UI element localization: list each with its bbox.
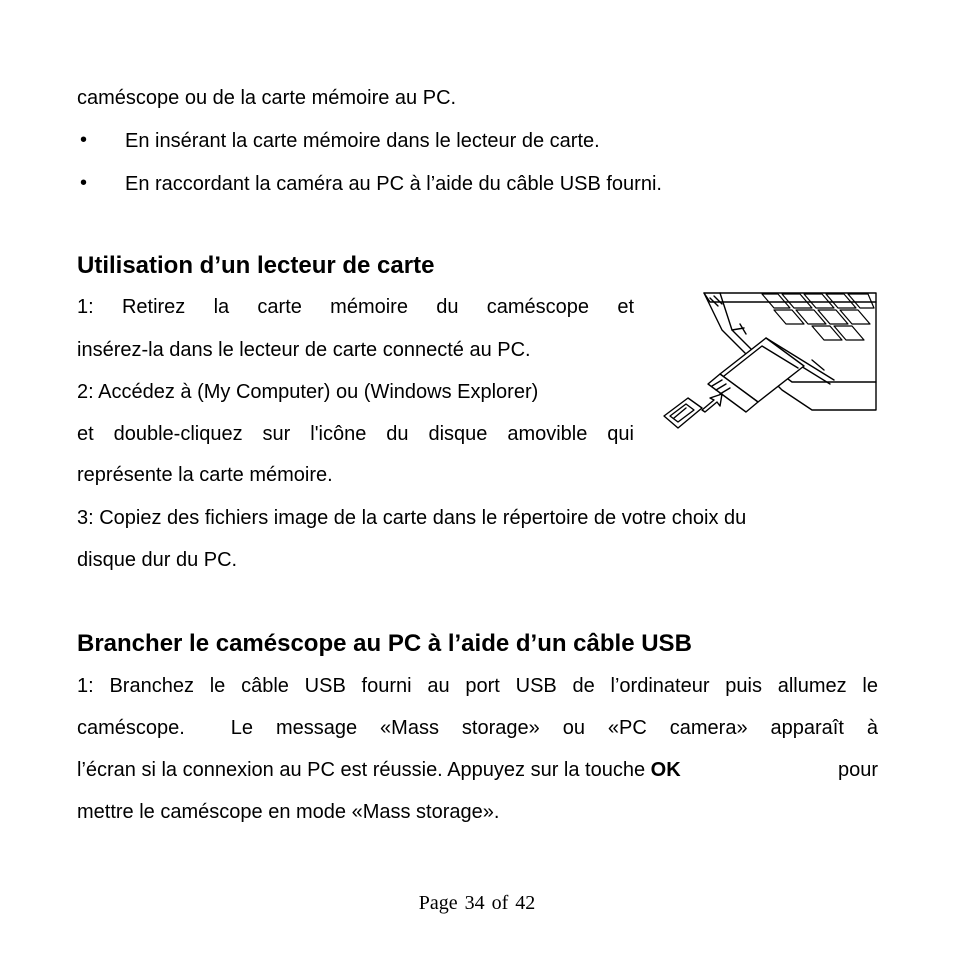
paragraph-line: 2: Accédez à (My Computer) ou (Windows Explorer) bbox=[77, 381, 539, 403]
bullet-item: En raccordant la caméra au PC à l’aide du câble USB fourni. bbox=[125, 173, 662, 195]
paragraph-line: et double-cliquez sur l'icône du disque amovible qui bbox=[77, 423, 634, 445]
page-label: Page bbox=[418, 892, 458, 914]
line-text-before: l’écran si la connexion au PC est réussie. Appuyez sur la touche bbox=[77, 759, 651, 781]
paragraph-line: représente la carte mémoire. bbox=[77, 464, 333, 486]
bullet-marker: • bbox=[80, 129, 88, 151]
paragraph-line: mettre le caméscope en mode «Mass storage». bbox=[77, 801, 500, 823]
paragraph-line: 1: Retirez la carte mémoire du caméscope et bbox=[77, 296, 634, 318]
page-number: 34 bbox=[464, 892, 485, 914]
of-label: of bbox=[491, 892, 509, 914]
section-heading-card-reader: Utilisation d’un lecteur de carte bbox=[77, 252, 435, 279]
card-reader-illustration bbox=[662, 290, 878, 446]
paragraph-line: insérez-la dans le lecteur de carte connecté au PC. bbox=[77, 339, 531, 361]
line-text bbox=[77, 758, 681, 782]
paragraph-line: caméscope. Le message «Mass storage» ou «PC camera» apparaît à bbox=[77, 717, 878, 739]
page-footer bbox=[0, 891, 954, 915]
intro-line: caméscope ou de la carte mémoire au PC. bbox=[77, 87, 457, 109]
section-heading-usb-cable: Brancher le caméscope au PC à l’aide d’un câble USB bbox=[77, 630, 692, 657]
ok-key-label: OK bbox=[650, 759, 681, 781]
paragraph-line bbox=[77, 758, 878, 782]
bullet-marker: • bbox=[80, 172, 88, 194]
paragraph-line: 3: Copiez des fichiers image de la carte dans le répertoire de votre choix du bbox=[77, 507, 747, 529]
total-pages: 42 bbox=[515, 892, 536, 914]
bullet-item: En insérant la carte mémoire dans le lecteur de carte. bbox=[125, 130, 600, 152]
line-text-after: pour bbox=[832, 759, 878, 781]
paragraph-line: disque dur du PC. bbox=[77, 549, 238, 571]
paragraph-line: 1: Branchez le câble USB fourni au port USB de l’ordinateur puis allumez le bbox=[77, 675, 878, 697]
